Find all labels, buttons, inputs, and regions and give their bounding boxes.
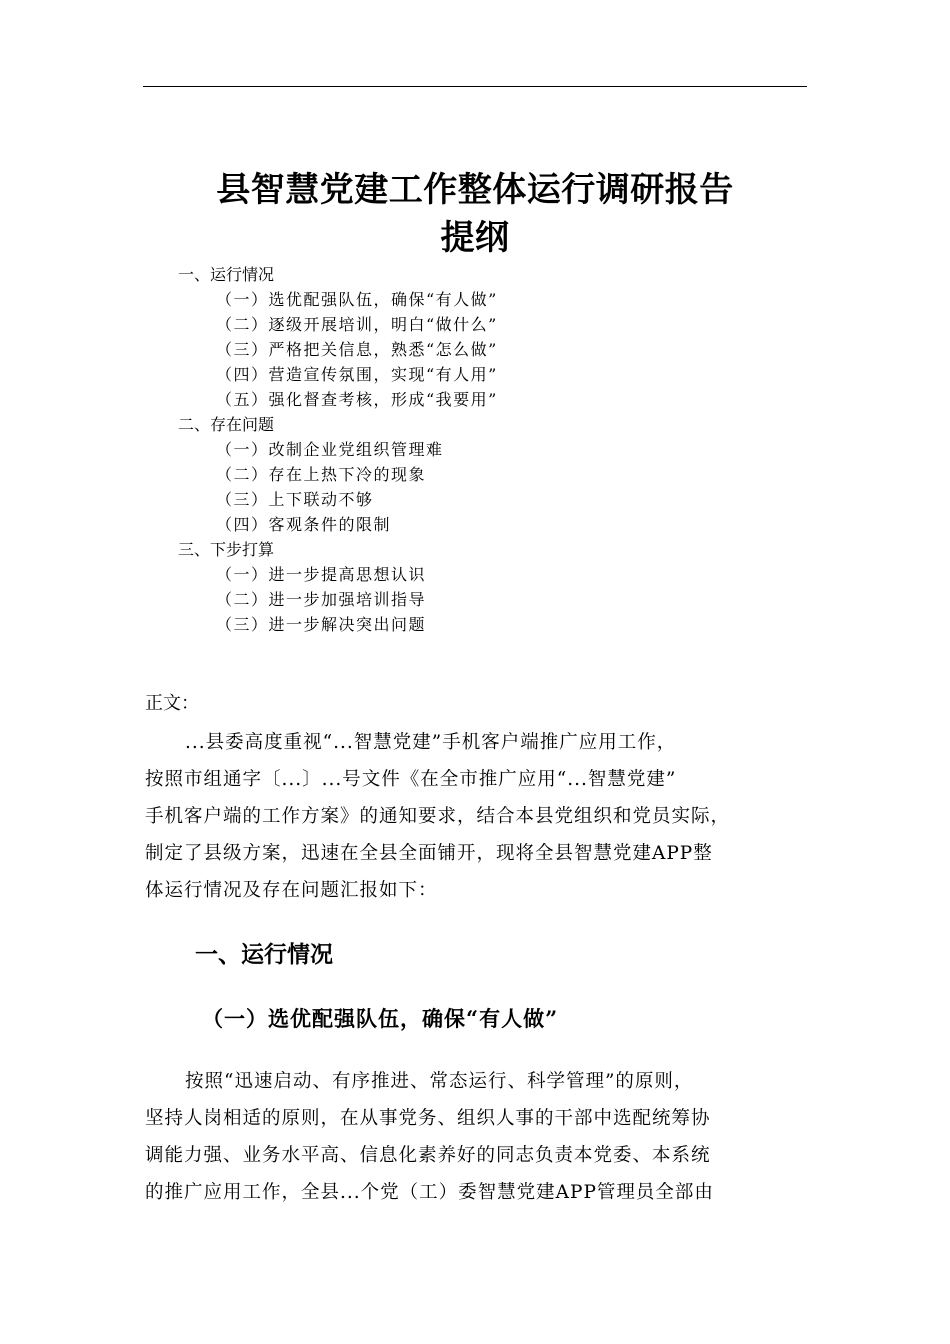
subsection-paragraph [145,1063,815,1211]
outline [178,262,738,637]
paragraph-line: 的推广应用工作，全县...个党（工）委智慧党建APP管理员全部由 [145,1182,714,1203]
paragraph-line: 坚持人岗相适的原则，在从事党务、组织人事的干部中选配统筹协 [145,1108,711,1129]
outline-item: （三）上下联动不够 [216,490,374,509]
intro-paragraph [145,724,815,909]
body-label: 正文： [145,693,199,714]
header-rule [143,86,807,87]
outline-item: （二）进一步加强培训指导 [216,590,427,609]
outline-item: （二）存在上热下冷的现象 [216,465,427,484]
paragraph-line: ...县委高度重视“...智慧党建”手机客户端推广应用工作， [185,732,677,753]
outline-heading: 一、运行情况 [178,265,275,284]
paragraph-line: 体运行情况及存在问题汇报如下： [145,880,438,901]
paragraph-line: 调能力强、业务水平高、信息化素养好的同志负责本党委、本系统 [145,1145,711,1166]
section-heading: 一、运行情况 [195,942,333,968]
paragraph-line: 制定了县级方案，迅速在全县全面铺开，现将全县智慧党建APP整 [145,843,713,864]
outline-item: （一）选优配强队伍，确保“有人做” [216,290,498,309]
outline-item: （一）改制企业党组织管理难 [216,440,444,459]
paragraph-line: 按照市组通字〔...〕...号文件《在全市推广应用“...智慧党建” [145,769,677,790]
outline-heading: 二、存在问题 [178,415,275,434]
outline-item: （二）逐级开展培训，明白“做什么” [216,315,498,334]
subsection-heading: （一）选优配强队伍，确保“有人做” [202,1006,559,1031]
outline-item: （三）严格把关信息，熟悉“怎么做” [216,340,498,359]
document-title: 县智慧党建工作整体运行调研报告 [216,170,734,210]
outline-heading: 三、下步打算 [178,540,275,559]
outline-item: （三）进一步解决突出问题 [216,615,427,634]
outline-item: （四）营造宣传氛围，实现“有人用” [216,365,498,384]
outline-item: （四）客观条件的限制 [216,515,392,534]
paragraph-line: 按照“迅速启动、有序推进、常态运行、科学管理”的原则， [185,1071,694,1092]
document-title-line2: 提纲 [440,218,510,258]
outline-item: （一）进一步提高思想认识 [216,565,427,584]
outline-item: （五）强化督查考核，形成“我要用” [216,390,498,409]
paragraph-line: 手机客户端的工作方案》的通知要求，结合本县党组织和党员实际， [145,806,731,827]
